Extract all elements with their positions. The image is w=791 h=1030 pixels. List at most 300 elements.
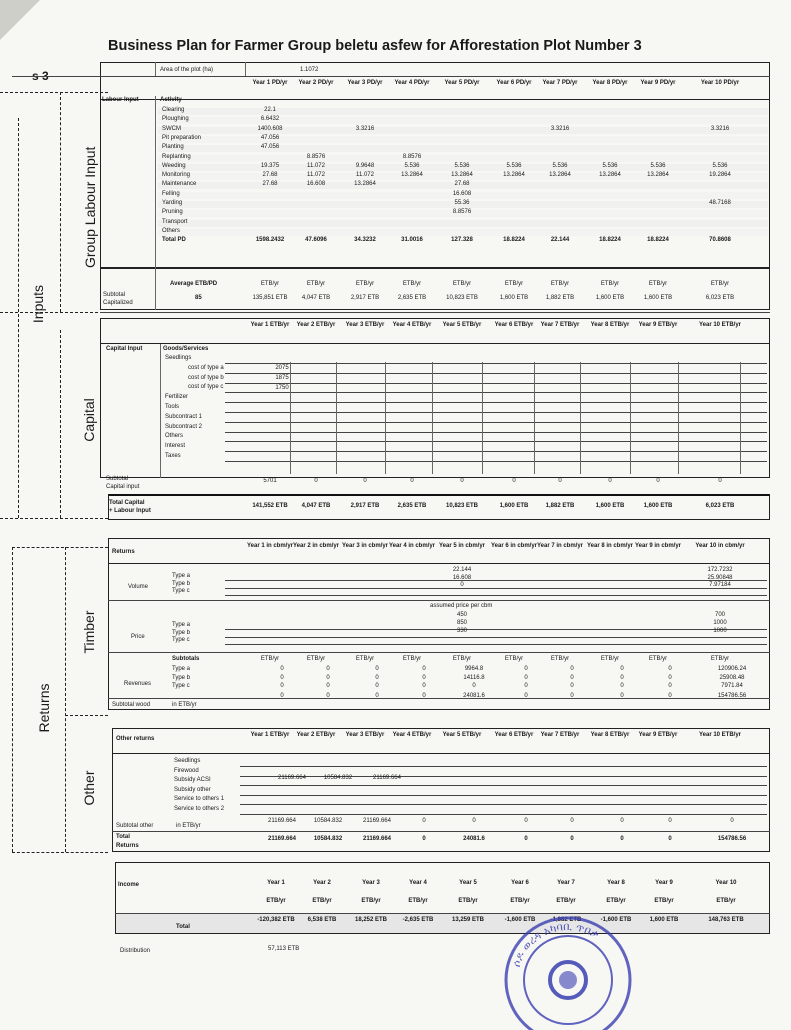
- capital-subtotal-cell: 0: [314, 478, 318, 484]
- labour-cell: 1598.2432: [255, 237, 285, 244]
- total-returns-cell: 21169.664: [362, 836, 392, 842]
- volume-y5: 22.144: [452, 567, 472, 573]
- total-returns-cell: 0: [570, 836, 574, 842]
- price-y5: 850: [456, 620, 467, 626]
- area-label: Area of the plot (ha): [160, 67, 214, 73]
- income-unit: ETB/yr: [361, 898, 381, 904]
- income-total-cell: 148,763 ETB: [708, 917, 744, 923]
- labour-year-header-8: Year 8 PD/yr: [592, 80, 628, 86]
- capital-subtotal-cell: 0: [460, 478, 464, 484]
- total-returns-cell: 154786.56: [717, 836, 747, 842]
- activity-felling: Felling: [162, 190, 180, 197]
- revenue-cell: 0: [668, 683, 672, 689]
- capital-subtotal-label: Subtotal: [106, 476, 129, 482]
- labour-unit: ETB/yr: [452, 281, 472, 287]
- revenue-cell: 9964.8: [464, 666, 484, 672]
- labour-subtotal-cell: 1,600 ETB: [595, 295, 625, 301]
- labour-cell: 19.375: [260, 162, 280, 169]
- other-label: Other: [81, 770, 97, 806]
- labour-cell: 47.6096: [305, 237, 327, 244]
- timber-header-box: [108, 538, 770, 564]
- income-unit: ETB/yr: [556, 898, 576, 904]
- labour-unit: ETB/yr: [355, 281, 375, 287]
- avg-etb-label: Average ETB/PD: [170, 281, 218, 287]
- income-unit: ETB/yr: [458, 898, 478, 904]
- capital-label: Capital: [81, 398, 97, 442]
- other-year-header-5: Year 5 ETB/yr: [442, 732, 482, 738]
- labour-cell: 47.056: [260, 144, 280, 151]
- total-capital-label: Total Capital: [109, 500, 145, 506]
- group-labour-label: Group Labour Input: [82, 146, 98, 268]
- revenue-cell: 0: [375, 666, 379, 672]
- revenue-cell: 0: [280, 683, 284, 689]
- labour-cell: 8.8576: [452, 209, 472, 216]
- revenue-cell: 120906.24: [717, 666, 747, 672]
- labour-year-header-7: Year 7 PD/yr: [542, 80, 578, 86]
- labour-cell: 13.2864: [401, 172, 423, 179]
- labour-year-header-2: Year 2 PD/yr: [298, 80, 334, 86]
- volume-y5: 16.608: [452, 574, 472, 581]
- subtotal-wood-label: Subtotal wood: [112, 702, 151, 708]
- revenue-cell: 0: [422, 666, 426, 672]
- capital-year-header-6: Year 6 ETB/yr: [494, 322, 534, 328]
- revenue-cell: 0: [422, 674, 426, 681]
- activity-maintenance: Maintenance: [162, 181, 197, 188]
- price-type: Type a: [172, 622, 191, 628]
- firewood-cell: 21169.664: [373, 775, 401, 781]
- subtotal-other-cell: 21169.664: [363, 818, 391, 824]
- labour-cell: 6.6432: [260, 116, 280, 123]
- revenue-cell: 0: [570, 683, 574, 689]
- capital-subtotal-cell: 0: [363, 478, 367, 484]
- total-capital-cell: 1,882 ETB: [545, 503, 575, 509]
- capital-subtotal-cell: 0: [558, 478, 562, 484]
- subtotal-other-cell: 0: [472, 818, 476, 824]
- timber-unit: ETB/yr: [402, 656, 422, 662]
- labour-cell: 5.536: [712, 162, 728, 169]
- timber-year-header-5: Year 5 in cbm/yr: [438, 543, 486, 549]
- income-label: Income: [118, 882, 140, 888]
- income-year-header: Year 10: [715, 880, 737, 886]
- income-year-header: Year 9: [655, 880, 673, 886]
- subtotal-wood-cell: 0: [524, 693, 528, 699]
- revenue-cell: 0: [280, 666, 284, 672]
- returns-label: Returns: [36, 683, 52, 733]
- labour-cell: 22.1: [264, 107, 276, 113]
- timber-year-header-4: Year 4 in cbm/yr: [388, 543, 436, 549]
- subtotal-other-label: Subtotal other: [116, 823, 154, 829]
- labour-cell: 8.8576: [402, 153, 422, 160]
- revenues-label: Revenues: [124, 681, 152, 687]
- revenue-cell: 0: [375, 674, 379, 681]
- labour-subtotal-cell: 2,635 ETB: [397, 295, 427, 301]
- revenue-cell: 0: [472, 683, 476, 689]
- labour-cell: 5.536: [602, 162, 618, 169]
- total-returns-cell: 10584.832: [313, 836, 343, 842]
- labour-capitalized-label: Capitalized: [103, 300, 133, 306]
- page-corner-fold: [0, 0, 40, 40]
- activity-transport: Transport: [162, 218, 188, 225]
- official-stamp: [488, 910, 648, 1030]
- subtotal-wood-cell: 0: [326, 693, 330, 699]
- capital-year-header-8: Year 8 ETB/yr: [590, 322, 630, 328]
- activity-pit-preparation: Pit preparation: [162, 134, 202, 141]
- page-title: Business Plan for Farmer Group beletu asfew for Afforestation Plot Number 3: [108, 38, 642, 54]
- capital-item-cost-of-type-a: cost of type a: [188, 364, 224, 371]
- income-total-cell: 13,259 ETB: [451, 917, 485, 923]
- income-year-header: Year 6: [511, 880, 529, 886]
- income-total-cell: -2,635 ETB: [402, 917, 434, 923]
- total-capital-cell: 1,600 ETB: [595, 503, 625, 509]
- total-returns-cell: 21169.664: [267, 836, 297, 842]
- income-total-cell: 18,252 ETB: [354, 917, 388, 923]
- labour-cell: 13.2864: [549, 172, 571, 179]
- revenue-cell: 0: [620, 683, 624, 689]
- capital-subtotal-cell: 0: [656, 478, 660, 484]
- revenue-cell: 7971.84: [721, 683, 743, 689]
- other-year-header-2: Year 2 ETB/yr: [296, 732, 336, 738]
- volume-type: Type c: [172, 588, 190, 594]
- firewood-cell: 10584.832: [323, 775, 353, 781]
- other-item-service-to-others-1: Service to others 1: [174, 796, 225, 802]
- volume-y10: 7.97184: [709, 582, 731, 588]
- distribution-label: Distribution: [120, 948, 151, 954]
- price-y10: 1000: [713, 628, 727, 634]
- income-total-cell: -1,882 ETB: [550, 917, 582, 923]
- capital-year-header-10: Year 10 ETB/yr: [698, 322, 742, 328]
- subtotal-wood-cell: 0: [422, 693, 426, 699]
- capital-subtotal-cell: 0: [608, 478, 612, 484]
- labour-unit: ETB/yr: [600, 281, 620, 287]
- labour-subtotal-cell: 4,047 ETB: [301, 295, 331, 301]
- other-item-subsidy-acsi: Subsidy ACSI: [174, 777, 211, 783]
- total-returns-cell: 0: [668, 836, 672, 842]
- seedling-cost: 1750: [275, 384, 289, 391]
- subtotal-other-cell: 0: [524, 818, 528, 824]
- income-unit: ETB/yr: [510, 898, 530, 904]
- activity-total-pd: Total PD: [162, 237, 186, 244]
- timber-unit: ETB/yr: [306, 656, 326, 662]
- total-returns-cell: 0: [620, 836, 624, 842]
- capital-subtotal-cell: 5701: [263, 478, 277, 484]
- labour-cell: 5.536: [650, 162, 666, 169]
- other-item-subsidy-other: Subsidy other: [174, 786, 211, 793]
- labour-cell: 3.3216: [550, 125, 570, 132]
- income-year-header: Year 7: [557, 880, 575, 886]
- total-returns-cell: 0: [422, 836, 426, 842]
- labour-year-header-1: Year 1 PD/yr: [252, 80, 288, 86]
- total-returns-cell: 24081.6: [463, 836, 485, 842]
- timber-year-header-6: Year 6 in cbm/yr: [490, 543, 538, 549]
- revenue-cell: 0: [524, 674, 528, 681]
- revenue-cell: 0: [668, 674, 672, 681]
- firewood-cell: 21169.664: [278, 775, 306, 781]
- labour-cell: 11.072: [356, 172, 374, 179]
- capital-item-seedlings: Seedlings: [165, 355, 192, 361]
- other-year-header-1: Year 1 ETB/yr: [250, 732, 290, 738]
- labour-unit: ETB/yr: [260, 281, 280, 287]
- price-type: Type b: [172, 629, 191, 636]
- timber-unit: ETB/yr: [260, 656, 280, 662]
- volume-y10: 25.90848: [707, 574, 733, 581]
- income-unit: ETB/yr: [266, 898, 286, 904]
- activity-weeding: Weeding: [162, 162, 186, 169]
- subtotal-wood-cell: 0: [668, 693, 672, 699]
- capital-item-taxes: Taxes: [165, 453, 181, 459]
- volume-y10: 172.7232: [707, 567, 733, 573]
- capital-year-header-9: Year 9 ETB/yr: [638, 322, 678, 328]
- timber-unit: ETB/yr: [648, 656, 668, 662]
- labour-input-header: Labour Input: [102, 97, 139, 103]
- income-total-cell: 6,538 ETB: [307, 917, 337, 923]
- subtotal-other-cell: 0: [668, 818, 672, 824]
- revenue-type: Type c: [172, 683, 190, 689]
- labour-year-header-4: Year 4 PD/yr: [394, 80, 430, 86]
- distribution-value: 57,113 ETB: [268, 946, 300, 952]
- activity-swcm: SWCM: [162, 125, 181, 132]
- subtotal-other-unit: in ETB/yr: [176, 823, 201, 829]
- labour-cell: 48.7168: [709, 200, 731, 206]
- capital-year-header-7: Year 7 ETB/yr: [540, 322, 580, 328]
- total-capital-cell: 1,600 ETB: [499, 503, 529, 509]
- labour-cell: 1400.608: [257, 125, 283, 132]
- labour-cell: 55.36: [454, 200, 470, 206]
- activity-pruning: Pruning: [162, 209, 183, 216]
- timber-unit: ETB/yr: [710, 656, 730, 662]
- total-capital-cell: 141,552 ETB: [252, 503, 288, 509]
- seedling-cost: 2075: [275, 365, 289, 371]
- income-unit: ETB/yr: [716, 898, 736, 904]
- timber-unit: ETB/yr: [355, 656, 375, 662]
- capital-subtotal-cell: 0: [410, 478, 414, 484]
- total-capital-label-2: + Labour Input: [109, 508, 151, 514]
- income-year-header: Year 2: [313, 880, 331, 886]
- labour-subtotal-cell: 1,600 ETB: [643, 295, 673, 301]
- subtotal-wood-cell: 0: [280, 693, 284, 699]
- timber-year-header-10: Year 10 in cbm/yr: [695, 543, 745, 549]
- timber-year-header-9: Year 9 in cbm/yr: [634, 543, 682, 549]
- subtotal-other-cell: 21169.664: [268, 818, 296, 824]
- labour-cell: 127.328: [451, 237, 473, 244]
- labour-subtotal-cell: 1,600 ETB: [499, 295, 529, 301]
- labour-subtotal-cell: 10,823 ETB: [446, 295, 478, 301]
- labour-cell: 9.9648: [355, 162, 375, 169]
- total-returns-label-2: Returns: [116, 843, 139, 849]
- subtotal-wood-cell: 154786.56: [717, 693, 747, 699]
- other-year-header-10: Year 10 ETB/yr: [698, 732, 742, 738]
- timber-label: Timber: [81, 610, 97, 654]
- capital-item-subcontract-2: Subcontract 2: [165, 423, 203, 430]
- volume-type: Type b: [172, 580, 191, 587]
- revenue-cell: 0: [326, 674, 330, 681]
- labour-cell: 16.608: [306, 181, 326, 188]
- revenue-cell: 0: [280, 674, 284, 681]
- subtotal-other-cell: 10584.832: [313, 818, 343, 824]
- income-year-header: Year 1: [267, 880, 285, 886]
- revenue-type: Type b: [172, 674, 191, 681]
- subtotal-wood-cell: 0: [620, 693, 624, 699]
- labour-cell: 11.072: [307, 162, 325, 169]
- labour-subtotal-box: [100, 268, 770, 310]
- other-year-header-8: Year 8 ETB/yr: [590, 732, 630, 738]
- capital-year-header-5: Year 5 ETB/yr: [442, 322, 482, 328]
- subtotal-other-cell: 0: [730, 818, 734, 824]
- total-capital-cell: 1,600 ETB: [643, 503, 673, 509]
- labour-subtotal-label: Subtotal: [103, 292, 126, 298]
- labour-unit: ETB/yr: [306, 281, 326, 287]
- activity-replanting: Replanting: [162, 153, 191, 160]
- income-total-cell: -120,382 ETB: [257, 917, 295, 923]
- other-year-header-7: Year 7 ETB/yr: [540, 732, 580, 738]
- total-capital-cell: 10,823 ETB: [445, 503, 479, 509]
- income-unit: ETB/yr: [312, 898, 332, 904]
- volume-y5: 0: [460, 582, 464, 588]
- labour-cell: 16.608: [452, 190, 472, 197]
- activity-others: Others: [162, 227, 181, 234]
- capital-input-header: Capital Input: [106, 346, 143, 352]
- avg-etb-value: 85: [195, 295, 202, 301]
- volume-label: Volume: [128, 584, 149, 590]
- capital-subtotal-cell: 0: [718, 478, 722, 484]
- revenue-cell: 0: [524, 683, 528, 689]
- corner-label: s 3: [32, 69, 49, 83]
- income-total-cell: -1,600 ETB: [600, 917, 632, 923]
- price-y10: 700: [714, 612, 725, 618]
- labour-unit: ETB/yr: [648, 281, 668, 287]
- inputs-label: Inputs: [30, 284, 46, 324]
- labour-cell: 22.144: [550, 237, 570, 244]
- assumed-price-label: assumed price per cbm: [430, 603, 493, 609]
- price-label: Price: [131, 634, 145, 640]
- total-capital-cell: 2,917 ETB: [350, 503, 380, 509]
- returns-header: Returns: [112, 549, 135, 555]
- labour-cell: 13.2864: [647, 172, 669, 179]
- other-returns-header: Other returns: [116, 736, 155, 742]
- income-year-header: Year 3: [362, 880, 380, 886]
- activity-planting: Planting: [162, 144, 184, 151]
- income-year-header: Year 8: [607, 880, 625, 886]
- timber-year-header-8: Year 8 in cbm/yr: [586, 543, 634, 549]
- subtotals-label: Subtotals: [172, 656, 200, 662]
- revenue-cell: 0: [422, 683, 426, 689]
- other-item-service-to-others-2: Service to others 2: [174, 805, 225, 812]
- volume-type: Type a: [172, 573, 191, 579]
- capital-year-header-3: Year 3 ETB/yr: [345, 322, 385, 328]
- revenue-cell: 0: [524, 666, 528, 672]
- price-y5: 450: [456, 612, 467, 618]
- price-type: Type c: [172, 637, 190, 643]
- revenue-cell: 0: [620, 674, 624, 681]
- capital-input-label: Capital input: [106, 484, 140, 490]
- price-y5: 330: [456, 628, 467, 634]
- labour-cell: 19.2864: [709, 172, 731, 179]
- labour-cell: 3.3216: [355, 125, 375, 132]
- area-value: 1.1072: [300, 67, 319, 73]
- capital-year-header-2: Year 2 ETB/yr: [296, 322, 336, 328]
- activity-monitoring: Monitoring: [162, 172, 191, 179]
- total-returns-label: Total: [116, 834, 130, 840]
- capital-item-cost-of-type-b: cost of type b: [188, 374, 224, 381]
- capital-year-header-4: Year 4 ETB/yr: [392, 322, 432, 328]
- labour-cell: 5.536: [552, 162, 568, 169]
- revenue-cell: 0: [620, 666, 624, 672]
- labour-year-header-6: Year 6 PD/yr: [496, 80, 532, 86]
- labour-unit: ETB/yr: [402, 281, 422, 287]
- labour-cell: 5.536: [404, 162, 420, 169]
- labour-cell: 13.2864: [451, 172, 473, 179]
- income-unit: ETB/yr: [408, 898, 428, 904]
- timber-year-header-3: Year 3 in cbm/yr: [341, 543, 389, 549]
- labour-cell: 27.68: [262, 172, 278, 179]
- activity-yarding: Yarding: [162, 200, 183, 206]
- timber-unit: ETB/yr: [504, 656, 524, 662]
- labour-cell: 18.8224: [647, 237, 669, 244]
- labour-cell: 5.536: [506, 162, 522, 169]
- labour-cell: 18.8224: [503, 237, 525, 244]
- other-year-header-4: Year 4 ETB/yr: [392, 732, 432, 738]
- total-capital-cell: 2,635 ETB: [397, 503, 427, 509]
- total-capital-cell: 4,047 ETB: [301, 503, 331, 509]
- labour-cell: 31.0016: [401, 237, 423, 244]
- capital-year-header-1: Year 1 ETB/yr: [250, 322, 290, 328]
- total-capital-cell: 6,023 ETB: [705, 503, 735, 509]
- labour-year-header-10: Year 10 PD/yr: [700, 80, 740, 86]
- revenue-type: Type a: [172, 666, 191, 672]
- revenue-cell: 0: [668, 666, 672, 672]
- capital-item-tools: Tools: [165, 404, 180, 410]
- subtotal-other-cell: 0: [422, 818, 426, 824]
- timber-year-header-1: Year 1 in cbm/yr: [246, 543, 294, 549]
- timber-year-header-2: Year 2 in cbm/yr: [292, 543, 340, 549]
- income-total-cell: 1,600 ETB: [649, 917, 679, 923]
- revenue-cell: 0: [375, 683, 379, 689]
- subtotal-wood-unit: in ETB/yr: [172, 702, 197, 708]
- labour-cell: 11.072: [307, 172, 325, 179]
- goods-services-header: Goods/Services: [163, 346, 209, 352]
- labour-cell: 27.68: [454, 181, 470, 188]
- income-year-header: Year 4: [409, 880, 427, 886]
- labour-year-header-5: Year 5 PD/yr: [444, 80, 480, 86]
- labour-subtotal-cell: 1,882 ETB: [545, 295, 575, 301]
- activity-ploughing: Ploughing: [162, 116, 189, 123]
- labour-unit: ETB/yr: [504, 281, 524, 287]
- labour-unit: ETB/yr: [550, 281, 570, 287]
- labour-cell: 47.056: [260, 134, 280, 141]
- capital-item-subcontract-1: Subcontract 1: [165, 413, 203, 420]
- labour-year-header-9: Year 9 PD/yr: [640, 80, 676, 86]
- labour-cell: 34.3232: [354, 237, 376, 244]
- subtotal-other-cell: 0: [620, 818, 624, 824]
- timber-unit: ETB/yr: [600, 656, 620, 662]
- subtotal-wood-cell: 0: [375, 693, 379, 699]
- labour-subtotal-cell: 135,851 ETB: [252, 295, 288, 301]
- labour-subtotal-cell: 2,917 ETB: [350, 295, 380, 301]
- other-year-header-6: Year 6 ETB/yr: [494, 732, 534, 738]
- capital-item-interest: Interest: [165, 443, 186, 450]
- subtotal-wood-cell: 0: [570, 693, 574, 699]
- revenue-cell: 0: [570, 674, 574, 681]
- labour-cell: 8.8576: [306, 153, 326, 160]
- labour-cell: 13.2864: [503, 172, 525, 179]
- revenue-cell: 0: [326, 683, 330, 689]
- subtotal-wood-cell: 24081.6: [463, 693, 485, 699]
- other-item-seedlings: Seedlings: [174, 758, 201, 764]
- capital-item-others: Others: [165, 433, 184, 440]
- labour-cell: 13.2864: [599, 172, 621, 179]
- income-unit: ETB/yr: [654, 898, 674, 904]
- revenue-cell: 14116.8: [463, 674, 485, 681]
- subtotal-other-cell: 0: [570, 818, 574, 824]
